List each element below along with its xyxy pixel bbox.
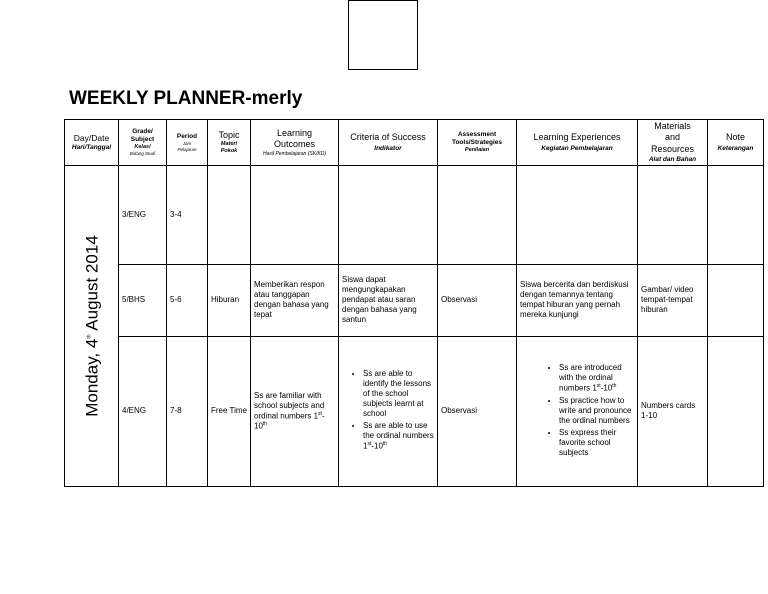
header-day: Day/Date Hari/Tanggal [65,120,119,166]
header-outcomes: Learning Outcomes Hasil Pembelajaran (SK/KD) [251,120,339,166]
criteria-list [342,369,434,452]
experiences-cell [517,336,638,486]
experiences-list [520,363,634,458]
list-item: • Ss are able to identify the lessons of the school subjects learnt at school [363,369,434,419]
header-period: Period Jam Pelajaran [167,120,208,166]
header-materials: Materials and Resources Alat dan Bahan [638,120,708,166]
header-criteria: Criteria of Success Indikator [339,120,438,166]
header-grade: Grade/ Subject Kelas/ Bidang Studi [119,120,167,166]
criteria-cell: Siswa dapat mengungkapakan pendapat atau saran dengan bahasa yang santun [339,264,438,336]
assessment-cell: Observasi [438,336,517,486]
assessment-cell [438,165,517,264]
materials-cell: Numbers cards 1-10 [638,336,708,486]
list-item: • Ss are able to use the ordinal numbers 1st-10th [363,421,434,452]
note-cell [708,336,764,486]
table-row [65,165,764,264]
note-cell [708,264,764,336]
topic-cell: Hiburan [208,264,251,336]
outcomes-cell [251,165,339,264]
criteria-cell [339,336,438,486]
photo-placeholder [348,0,418,70]
day-date-text: Monday, 4th August 2014 [81,235,101,417]
header-assessment: Assessment Tools/Strategies Penilaian [438,120,517,166]
criteria-cell [339,165,438,264]
day-date-cell [65,165,119,486]
assessment-cell: Observasi [438,264,517,336]
topic-cell [208,165,251,264]
grade-cell: 5/BHS [119,264,167,336]
period-cell: 7-8 [167,336,208,486]
list-item: • Ss are introduced with the ordinal numbers 1st-10th [559,363,634,394]
note-cell [708,165,764,264]
period-cell: 3-4 [167,165,208,264]
header-experiences: Learning Experiences Kegiatan Pembelajaran [517,120,638,166]
header-row [65,120,764,166]
list-item: • Ss express their favorite school subjects [559,428,634,458]
outcomes-cell: Ss are familiar with school subjects and ordinal numbers 1st-10th [251,336,339,486]
table-row [65,336,764,486]
experiences-cell [517,165,638,264]
page-title: WEEKLY PLANNER-merly [69,88,303,109]
list-item: • Ss practice how to write and pronounce the ordinal numbers [559,396,634,426]
materials-cell [638,165,708,264]
period-cell: 5-6 [167,264,208,336]
experiences-cell: Siswa bercerita dan berdiskusi dengan temannya tentang tempat hiburan yang pernah mereka kunjungi [517,264,638,336]
weekly-planner-table [64,119,764,487]
topic-cell: Free Time [208,336,251,486]
header-note: Note Keterangan [708,120,764,166]
header-topic: Topic Materi Pokok [208,120,251,166]
grade-cell: 3/ENG [119,165,167,264]
outcomes-cell: Memberikan respon atau tanggapan dengan bahasa yang tepat [251,264,339,336]
table-row [65,264,764,336]
materials-cell: Gambar/ video tempat-tempat hiburan [638,264,708,336]
grade-cell: 4/ENG [119,336,167,486]
